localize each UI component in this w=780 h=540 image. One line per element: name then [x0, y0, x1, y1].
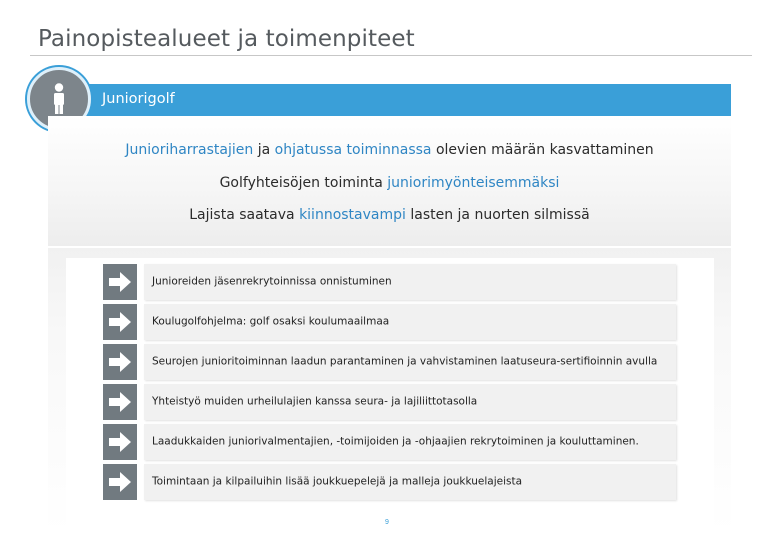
goal-highlight-text: ohjatussa toiminnassa — [274, 142, 432, 158]
title-divider — [30, 55, 752, 56]
goal-highlight-text: kiinnostavampi — [299, 207, 406, 223]
action-row — [103, 384, 676, 420]
goal-text: Lajista saatava — [189, 207, 300, 223]
goals-panel — [48, 116, 731, 246]
action-item — [144, 384, 676, 420]
goal-line — [48, 175, 731, 191]
arrow-right-icon — [103, 344, 137, 380]
page-number: 9 — [385, 519, 389, 526]
action-row — [103, 464, 676, 500]
goal-text: lasten ja nuorten silmissä — [405, 207, 590, 223]
arrow-right-icon — [103, 424, 137, 460]
action-row — [103, 264, 676, 300]
action-text: Koulugolfohjelma: golf osaksi koulumaailmaa — [152, 315, 390, 328]
goal-line — [48, 142, 731, 158]
action-item — [144, 464, 676, 500]
goal-text: olevien määrän kasvattaminen — [431, 142, 654, 158]
action-text: Seurojen junioritoiminnan laadun parantaminen ja vahvistaminen laatuseura-sertifioinnin avulla — [152, 355, 658, 368]
action-item — [144, 264, 676, 300]
action-item — [144, 304, 676, 340]
goal-line — [48, 207, 731, 223]
action-text: Junioreiden jäsenrekrytoinnissa onnistuminen — [152, 275, 392, 288]
goal-text: ja — [253, 142, 275, 158]
action-text: Laadukkaiden juniorivalmentajien, -toimijoiden ja -ohjaajien rekrytoiminen ja kouluttaminen. — [152, 435, 639, 448]
action-text: Yhteistyö muiden urheilulajien kanssa seura- ja lajiliittotasolla — [152, 395, 478, 408]
action-text: Toimintaan ja kilpailuihin lisää joukkuepelejä ja malleja joukkuelajeista — [152, 475, 523, 488]
banner-label: Juniorigolf — [102, 91, 175, 107]
arrow-right-icon — [103, 264, 137, 300]
page-title: Painopistealueet ja toimenpiteet — [38, 26, 415, 52]
arrow-right-icon — [103, 304, 137, 340]
action-row — [103, 304, 676, 340]
goal-highlight-text: Junioriharrastajien — [125, 142, 254, 158]
action-row — [103, 344, 676, 380]
arrow-right-icon — [103, 464, 137, 500]
action-row — [103, 424, 676, 460]
action-item — [144, 344, 676, 380]
person-icon — [48, 83, 70, 115]
arrow-right-icon — [103, 384, 137, 420]
goal-highlight-text: juniorimyönteisemmäksi — [387, 175, 560, 191]
action-item — [144, 424, 676, 460]
goal-text: Golfyhteisöjen toiminta — [219, 175, 388, 191]
